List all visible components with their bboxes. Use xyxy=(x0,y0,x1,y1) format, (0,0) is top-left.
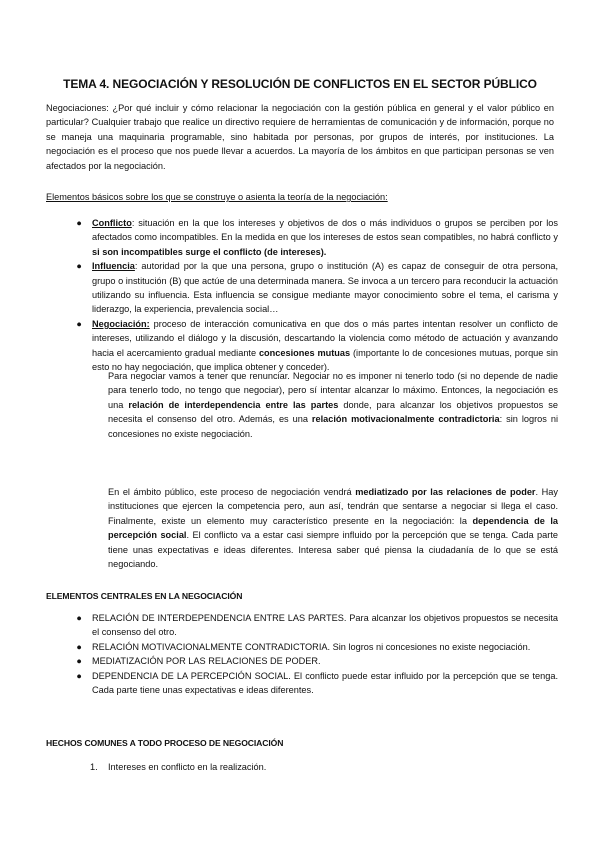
text-run: . El conflicto va a estar casi siempre influido por la percepción que se tenga. Cada parte tiene unas expectativas e ideas diferentes. Interesa saber qué piensa la ciudadanía de lo que se está negociando. xyxy=(108,530,558,570)
central-elements-list xyxy=(76,611,558,697)
definition-text: : situación en la que los intereses y objetivos de dos o más individuos o grupos se perciben por los afectados como incompatibles. En la medida en que los intereses de estos sean compatibles, no habrá conflicto y xyxy=(92,218,558,243)
bullet-icon: ● xyxy=(76,318,82,329)
bullet-icon: ● xyxy=(76,641,82,652)
list-item-text: DEPENDENCIA DE LA PERCEPCIÓN SOCIAL. El conflicto puede estar influido por la percepción que se tenga. Cada parte tiene unas expectativas e ideas diferentes. xyxy=(92,670,558,696)
emphasis-text: dependencia de la percepción social xyxy=(108,515,558,541)
bullet-icon: ● xyxy=(76,218,82,228)
list-item-text: MEDIATIZACIÓN POR LAS RELACIONES DE PODER. xyxy=(92,656,321,667)
basic-elements-subheading: Elementos básicos sobre los que se construye o asienta la teoría de la negociación: xyxy=(46,192,388,202)
list-number: 1. xyxy=(90,762,98,772)
negotiation-paragraph-1 xyxy=(108,369,558,441)
bullet-icon: ● xyxy=(76,656,82,667)
definition-text: : autoridad por la que una persona, grupo o institución (A) es capaz de conseguir de otra persona, grupo o institución (B) que actúe de una determinada manera. Se invoca a un tercero para reconducir la actuación utilizando su influencia. Esta influencia se consigue mediante mayor conocimiento sobre el tema, el carisma y liderazgo, la experiencia, prevalencia social… xyxy=(92,261,558,315)
list-item xyxy=(76,259,558,317)
text-run: donde, para alcanzar los objetivos propuestos se necesita el consenso del otro. Además, es una xyxy=(108,399,558,425)
emphasis-text: si son incompatibles surge el conflicto (de intereses). xyxy=(92,246,327,257)
term: Negociación: xyxy=(92,318,150,329)
definition-tail: (importante lo de concesiones mutuas, porque sin esto no hay negociación, que implica obtener y conceder). xyxy=(92,347,558,373)
intro-paragraph: Negociaciones: ¿Por qué incluir y cómo relacionar la negociación con la gestión pública en general y el valor público en particular? Cualquier trabajo que realice un directivo requiere de herramientas de comunicación y de información, porque no se maneja una maquinaria programable, sino habitada por personas, por grupos de interés, por instituciones. La negociación es el proceso que nos puede llevar a acuerdos. La mayoría de los ámbitos en que participan personas se ven afectados por la negociación. xyxy=(46,103,554,171)
list-item-text: RELACIÓN DE INTERDEPENDENCIA ENTRE LAS PARTES. Para alcanzar los objetivos propuestos se necesita el consenso del otro. xyxy=(92,613,558,638)
list-item xyxy=(76,317,558,375)
page-title: TEMA 4. NEGOCIACIÓN Y RESOLUCIÓN DE CONFLICTOS EN EL SECTOR PÚBLICO xyxy=(63,77,537,91)
list-item xyxy=(76,654,558,668)
list-item-text: Intereses en conflicto en la realización. xyxy=(108,762,267,772)
list-item xyxy=(76,611,558,640)
list-item-text: RELACIÓN MOTIVACIONALMENTE CONTRADICTORIA. Sin logros ni concesiones no existe negociación. xyxy=(92,641,531,652)
list-item xyxy=(76,669,558,698)
definition-text: proceso de interacción comunicativa en que dos o más partes intentan resolver un conflicto de intereses, utilizando el diálogo y la discusión, descartando la violencia como método de actuación y avanzando hacia el acercamiento gradual mediante xyxy=(92,318,558,358)
term: Influencia xyxy=(92,261,135,272)
list-item xyxy=(90,760,558,774)
negotiation-paragraph-2 xyxy=(108,485,558,571)
emphasis-text: mediatizado por las relaciones de poder xyxy=(355,487,536,497)
emphasis-text: relación de interdependencia entre las partes xyxy=(128,399,339,410)
emphasis-text: concesiones mutuas xyxy=(258,347,351,358)
common-facts-heading: HECHOS COMUNES A TODO PROCESO DE NEGOCIACIÓN xyxy=(46,738,284,748)
central-elements-heading: ELEMENTOS CENTRALES EN LA NEGOCIACIÓN xyxy=(46,591,243,601)
term: Conflicto xyxy=(92,218,132,228)
list-item xyxy=(76,216,558,259)
text-run: Para negociar vamos a tener que renunciar. Negociar no es imponer ni tenerlo todo (si no depende de nadie para tenerlo todo, no tengo que negociar), pero sí intentar alcanzar lo máximo. Entonces, la negociación es una xyxy=(108,371,558,410)
emphasis-text: relación motivacionalmente contradictoria xyxy=(311,414,500,425)
common-facts-list xyxy=(90,760,558,774)
text-run: . Hay instituciones que ejercen la competencia pero, aun así, tendrán que sentarse a negociar si llega el caso. Finalmente, existe un elemento muy característico presente en la negociación: la xyxy=(108,487,558,526)
basic-elements-list xyxy=(76,216,558,374)
bullet-icon: ● xyxy=(76,261,82,272)
bullet-icon: ● xyxy=(76,613,82,623)
text-run: : sin logros ni concesiones no existe negociación. xyxy=(108,414,558,439)
list-item xyxy=(76,640,558,654)
text-run: En el ámbito público, este proceso de negociación vendrá xyxy=(108,487,356,497)
bullet-icon: ● xyxy=(76,670,82,681)
